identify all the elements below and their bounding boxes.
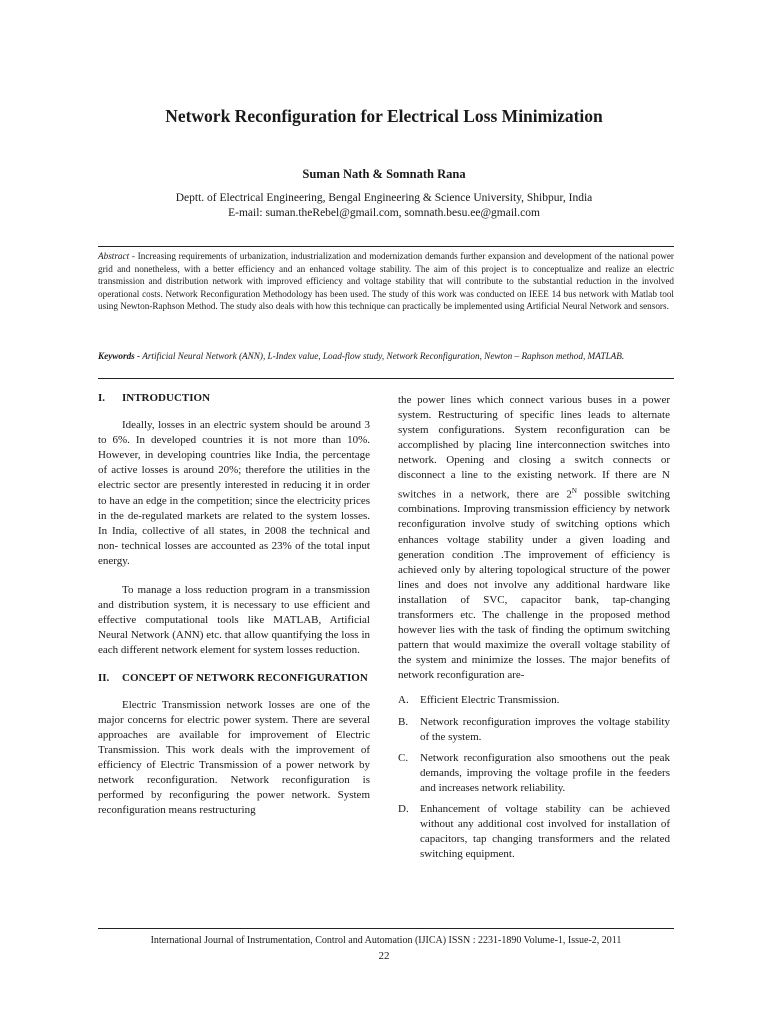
list-item-label: B. <box>398 715 409 728</box>
abstract <box>98 250 674 313</box>
section-number: II. <box>98 671 110 684</box>
section-heading-concept <box>98 671 370 686</box>
list-item-label: A. <box>398 694 409 707</box>
concept-paragraph-2b: possible switching combinations. Improving transmission efficiency by network reconfiguration involve study of switching options which enhances voltage stability under a given loading and generation condition .The improvement of efficiency is achieved only by altering topological structure of the power lines and does not involve any additional hardware like installation of SVC, capacitor bank, tap-changing transformers etc. The challenge in the proposed method however lies with the task of finding the optimum switching pattern that would maximize the overall voltage stability of the system and minimize the losses. The major benefits of network reconfiguration are- <box>398 488 670 682</box>
list-item <box>398 693 670 708</box>
left-column <box>98 391 370 818</box>
list-item-label: D. <box>398 803 409 815</box>
list-item-text: Enhancement of voltage stability can be achieved without any additional cost involved for installation of capacitors, tap changing transformers and the related switching equipment. <box>420 803 670 861</box>
abstract-text: Increasing requirements of urbanization, industrialization and modernization demands further expansion and development of the national power grid and nonetheless, with a better efficiency and an enhanced voltage stability. The aim of this project is to conceptualize and realize an electric transmission and distribution network with improved efficiency and voltage stability that will contribute to the substantial reduction in the involved operational costs. Network Reconfiguration Methodology has been used. The study of this work was conducted on IEEE 14 bus network with Matlab tool using Newton-Raphson Method. The study also deals with how this technique can practically be implemented using Artificial Neural Network and sensors. <box>98 251 674 311</box>
section-title: INTRODUCTION <box>122 392 211 404</box>
section-title: CONCEPT OF NETWORK RECONFIGURATION <box>122 671 368 684</box>
list-item <box>398 751 670 796</box>
footer-rule <box>98 928 674 929</box>
concept-paragraph-2a: the power lines which connect various buses in a power system. Restructuring of specific lines leads to alternate system configurations. System reconfiguration can be accomplished by placing line interconnection switches into network. Opening and closing a switch connects or disconnect a line to the existing network. If there are N switches in a network, there are 2 <box>398 394 670 501</box>
list-item-text: Network reconfiguration also smoothens out the peak demands, improving the voltage profile in the feeders and increases network reliability. <box>420 751 670 794</box>
keywords-text: Artificial Neural Network (ANN), L-Index value, Load-flow study, Network Reconfiguration, Newton – Raphson method, MATLAB. <box>140 351 625 361</box>
concept-paragraph-1: Electric Transmission network losses are one of the major concerns for electric power system. There are several approaches are available for improvement of Electric Transmission. This work deals with the improvement of efficiency of Electric Transmission of a power network by network reconfiguration. Network reconfiguration is performed by reconfiguring the power network. System reconfiguration means restructuring <box>98 698 370 817</box>
list-item-label: C. <box>398 751 409 764</box>
concept-paragraph-2 <box>398 393 670 683</box>
superscript-n: N <box>571 486 577 495</box>
right-column <box>398 393 670 862</box>
journal-footer: International Journal of Instrumentation, Control and Automation (IJICA) ISSN : 2231-1890 Volume-1, Issue-2, 2011 <box>150 935 622 946</box>
page-number: 22 <box>378 950 390 962</box>
list-item-text: Network reconfiguration improves the voltage stability of the system. <box>420 715 670 743</box>
email: E-mail: suman.theRebel@gmail.com, somnath.besu.ee@gmail.com <box>228 207 540 219</box>
affiliation-block <box>0 191 768 221</box>
section-number: I. <box>98 392 106 404</box>
keywords-rule <box>98 378 674 379</box>
list-item <box>398 715 670 745</box>
list-item-text: Efficient Electric Transmission. <box>420 694 560 707</box>
affiliation: Deptt. of Electrical Engineering, Bengal Engineering & Science University, Shibpur, India <box>175 192 593 204</box>
top-rule <box>98 246 674 247</box>
keywords <box>98 351 674 363</box>
section-heading-introduction <box>98 391 370 406</box>
authors: Suman Nath & Somnath Rana <box>302 167 466 181</box>
keywords-label: Keywords - <box>98 351 141 361</box>
list-item <box>398 802 670 862</box>
paper-title: Network Reconfiguration for Electrical Loss Minimization <box>165 106 603 126</box>
intro-paragraph-1: Ideally, losses in an electric system should be around 3 to 6%. In developed countries it is not more than 10%. However, in developing countries like India, the percentage of active losses is around 20%; therefore the utilities in the electric sector are presently interested in reducing it in order to have an edge in the competition; since the electricity prices in the de-regulated markets are related to the system losses. In India, collective of all states, in 2008 the technical and non- technical losses are accounted as 23% of the total input energy. <box>98 419 370 567</box>
abstract-label: Abstract - <box>98 251 135 261</box>
intro-paragraph-2: To manage a loss reduction program in a transmission and distribution system, it is necessary to use efficient and effective computational tools like MATLAB, Artificial Neural Network (ANN) etc. that allow quantifying the loss in each different network element for system losses reduction. <box>98 584 370 657</box>
